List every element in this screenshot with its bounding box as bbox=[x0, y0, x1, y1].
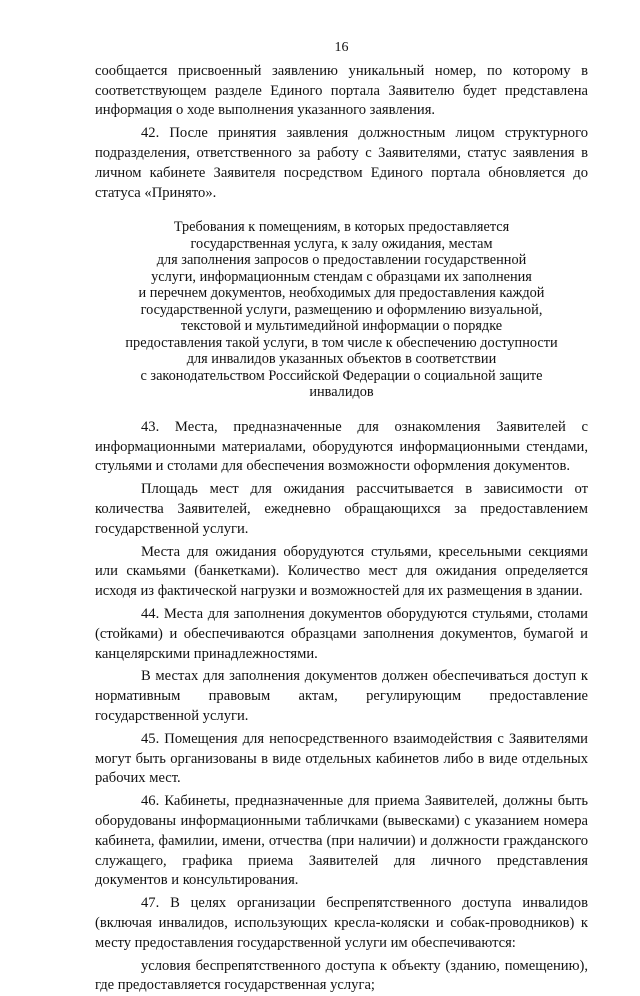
paragraph-access-conditions: условия беспрепятственного доступа к объекту (зданию, помещению), где предоставляется государственная услуга; bbox=[95, 957, 588, 994]
heading-line: для заполнения запросов о предоставлении государственной bbox=[156, 252, 527, 269]
paragraph-45: 45. Помещения для непосредственного взаимодействия с Заявителями могут быть организованы в виде отдельных кабинетов либо в виде отдельных рабочих мест. bbox=[95, 730, 588, 787]
section-heading bbox=[113, 219, 570, 401]
heading-line: для инвалидов указанных объектов в соответствии bbox=[186, 351, 497, 368]
heading-line: государственная услуга, к залу ожидания, местам bbox=[190, 235, 493, 252]
paragraph-continuation: сообщается присвоенный заявлению уникальный номер, по которому в соответствующем разделе Единого портала Заявителю будет представлена информация о ходе выполнения указанного заявления. bbox=[95, 62, 588, 119]
heading-line: инвалидов bbox=[309, 384, 374, 401]
paragraph-access-to-acts: В местах для заполнения документов должен обеспечиваться доступ к нормативным правовым актам, регулирующим предоставление государственной услуги. bbox=[95, 668, 588, 725]
page-number: 16 bbox=[334, 40, 349, 55]
heading-line: и перечнем документов, необходимых для предоставления каждой bbox=[138, 285, 545, 302]
paragraph-waiting-seats: Места для ожидания оборудуются стульями, кресельными секциями или скамьями (банкетками). Количество мест для ожидания определяется исходя из фактической нагрузки и возможностей для их размещения в здании. bbox=[95, 543, 588, 600]
paragraph-waiting-area: Площадь мест для ожидания рассчитывается в зависимости от количества Заявителей, ежедневно обращающихся за предоставлением государственной услуги. bbox=[95, 481, 588, 537]
paragraph-47: 47. В целях организации беспрепятственного доступа инвалидов (включая инвалидов, использующих кресла-коляски и собак-проводников) к месту предоставления государственной услуги им обеспечиваются: bbox=[95, 895, 588, 951]
heading-line: предоставления такой услуги, в том числе к обеспечению доступности bbox=[125, 334, 558, 351]
paragraph-43: 43. Места, предназначенные для ознакомления Заявителей с информационными материалами, оборудуются информационными стендами, стульями и столами для обеспечения возможности оформления документов. bbox=[95, 418, 588, 475]
heading-line: услуги, информационным стендам с образцами их заполнения bbox=[151, 268, 532, 285]
heading-line: текстовой и мультимедийной информации о порядке bbox=[180, 318, 503, 335]
heading-line: Требования к помещениям, в которых предоставляется bbox=[173, 219, 510, 236]
heading-line: с законодательством Российской Федерации о социальной защите bbox=[140, 367, 543, 384]
heading-line: государственной услуги, размещению и оформлению визуальной, bbox=[140, 301, 543, 318]
paragraph-46: 46. Кабинеты, предназначенные для приема Заявителей, должны быть оборудованы информационными табличками (вывесками) с указанием номера кабинета, фамилии, имени, отчества (при наличии) и должности гражданского служащего, графика приема Заявителей для личного представления документов и консультирования. bbox=[95, 793, 588, 889]
paragraph-42: 42. После принятия заявления должностным лицом структурного подразделения, ответственного за работу с Заявителями, статус заявления в личном кабинете Заявителя посредством Единого портала обновляется до статуса «Принято». bbox=[95, 125, 588, 201]
paragraph-44: 44. Места для заполнения документов оборудуются стульями, столами (стойками) и обеспечиваются образцами заполнения документов, бумагой и канцелярскими принадлежностями. bbox=[95, 606, 588, 662]
